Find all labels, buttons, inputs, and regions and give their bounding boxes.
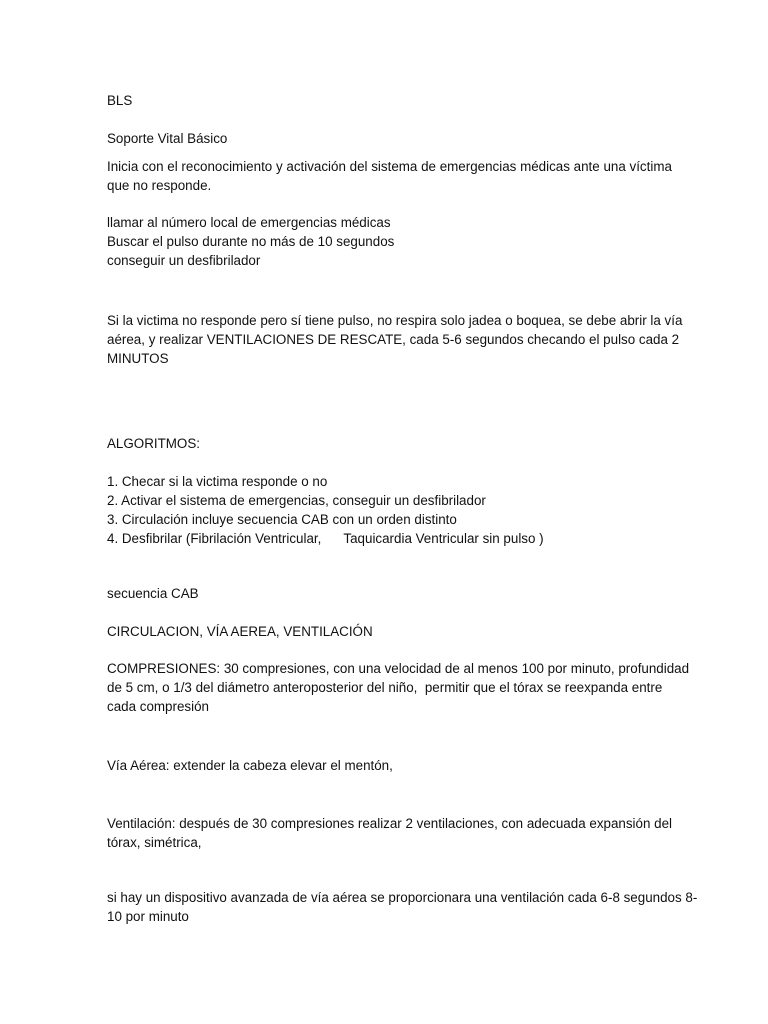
intro-line: Inicia con el reconocimiento y activación del sistema de emergencias médicas ante una víctima <box>107 159 672 174</box>
algorithms-heading: ALGORITMOS: <box>107 436 201 451</box>
advanced-airway-line: si hay un dispositivo avanzada de vía aérea se proporcionara una ventilación cada 6-8 segundos 8- <box>107 890 698 905</box>
algorithm-item: 2. Activar el sistema de emergencias, conseguir un desfibrilador <box>107 493 486 508</box>
step-line: conseguir un desfibrilador <box>107 253 261 268</box>
step-line: llamar al número local de emergencias médicas <box>107 215 391 230</box>
algorithm-item: 4. Desfibrilar (Fibrilación Ventricular, Taquicardia Ventricular sin pulso ) <box>107 531 544 546</box>
algorithm-item: 1. Checar si la victima responde o no <box>107 474 328 489</box>
compressions-line: cada compresión <box>107 699 209 714</box>
algorithm-item: 3. Circulación incluye secuencia CAB con un orden distinto <box>107 512 457 527</box>
compressions-line: COMPRESIONES: 30 compresiones, con una velocidad de al menos 100 por minuto, profundidad <box>107 661 690 676</box>
step-line: Buscar el pulso durante no más de 10 segundos <box>107 234 395 249</box>
intro-line: que no responde. <box>107 178 212 193</box>
rescue-line: MINUTOS <box>107 351 169 366</box>
advanced-airway-line: 10 por minuto <box>107 909 189 924</box>
rescue-line: Si la victima no responde pero sí tiene pulso, no respira solo jadea o boquea, se debe abrir la vía <box>107 313 683 328</box>
rescue-line: aérea, y realizar VENTILACIONES DE RESCATE, cada 5-6 segundos checando el pulso cada 2 <box>107 332 680 347</box>
ventilation-line: Ventilación: después de 30 compresiones realizar 2 ventilaciones, con adecuada expansión del <box>107 816 673 831</box>
cab-heading: secuencia CAB <box>107 586 199 601</box>
document-subtitle: Soporte Vital Básico <box>107 131 228 146</box>
ventilation-line: tórax, simétrica, <box>107 835 202 850</box>
cab-expansion: CIRCULACION, VÍA AEREA, VENTILACIÓN <box>107 624 373 639</box>
document-title: BLS <box>107 93 133 108</box>
airway-line: Vía Aérea: extender la cabeza elevar el mentón, <box>107 758 393 773</box>
compressions-line: de 5 cm, o 1/3 del diámetro anteroposterior del niño, permitir que el tórax se reexpanda entre <box>107 680 663 695</box>
